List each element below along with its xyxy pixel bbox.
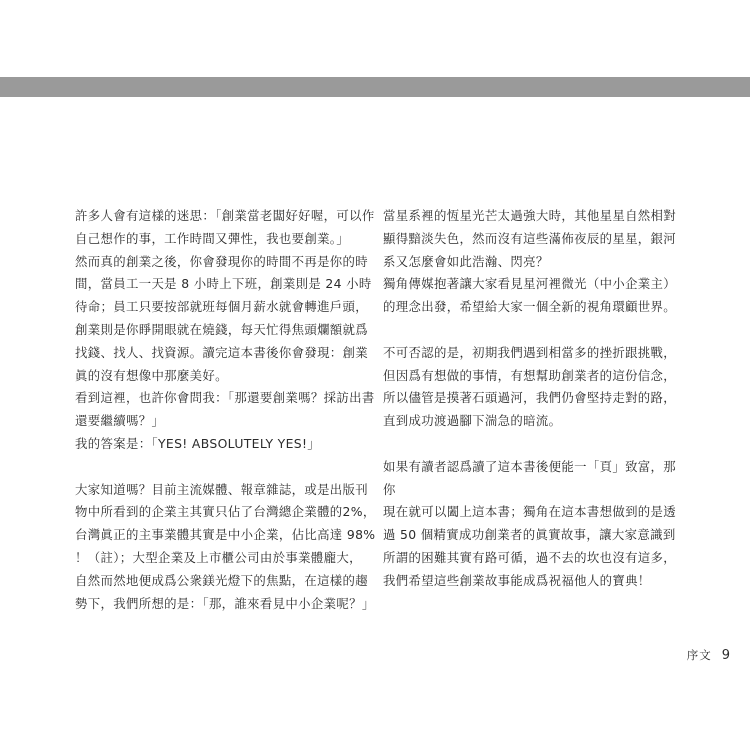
paragraph: 許多人會有這樣的迷思：「創業當老闆好好喔，可以作 自己想作的事，工作時間又彈性，我也要創業。」 [75,208,375,246]
paragraph: 獨角傳媒抱著讓大家看見星河裡微光（中小企業主） 的理念出發，希望給大家一個全新的視角環顧世界。 [383,276,677,315]
left-text-column [75,205,377,615]
header-band [0,77,750,97]
paragraph: 當星系裡的恆星光芒太過強大時，其他星星自然相對 顯得黯淡失色，然而沒有這些滿佈夜辰的星星，銀河 系又怎麼會如此浩瀚、閃亮？ [383,208,677,269]
section-label: 序文 [686,648,712,662]
paragraph: 如果有讀者認爲讀了這本書後便能一「頁」致富，那你 現在就可以闔上這本書；獨角在這本書想做到的是透 過 50 個精實成功創業者的眞實故事，讓大家意識到 所謂的困難其實有路可循，過不去的坎也沒有這多， 我們希望這些創業故事能成爲祝福他人的寶典！ [383,458,677,588]
paragraph: 然而真的創業之後，你會發現你的時間不再是你的時 間，當員工一天是 8 小時上下班，創業則是 24 小時 待命；員工只要按部就班每個月薪水就會轉進戶頭， 創業則是你睜開眼就在燒錢，每天忙得焦頭爛額就爲 找錢、找人、找資源。讀完這本書後你會發現：創業 眞的沒有想像中那麼美好。 [75,253,372,383]
paragraph: 大家知道嗎？目前主流媒體、報章雜誌，或是出版刊 物中所看到的企業主其實只佔了台灣總企業體的2%， 台灣眞正的主事業體其實是中小企業，佔比高達 98% ！（註）；大型企業及上市櫃公司由於事業體龐大， 自然而然地便成爲公衆鎂光燈下的焦點，在這樣的趨 勢下，我們所想的是：「那，誰來看見中小企業呢？」 [75,481,376,611]
right-text-column [383,205,685,593]
page-number: 9 [721,648,730,663]
paragraph: 不可否認的是，初期我們遇到相當多的挫折跟挑戰， 但因爲有想做的事情，有想幫助創業者的這份信念， 所以儘管是摸著石頭過河，我們仍會堅持走對的路， 直到成功渡過腳下湍急的暗流。 [383,344,677,429]
paragraph: 看到這裡，也許你會問我：「那還要創業嗎？採訪出書 還要繼續嗎？」 [75,390,375,429]
paragraph: 我的答案是：「YES! ABSOLUTELY YES!」 [75,435,321,451]
page-footer [600,647,730,663]
